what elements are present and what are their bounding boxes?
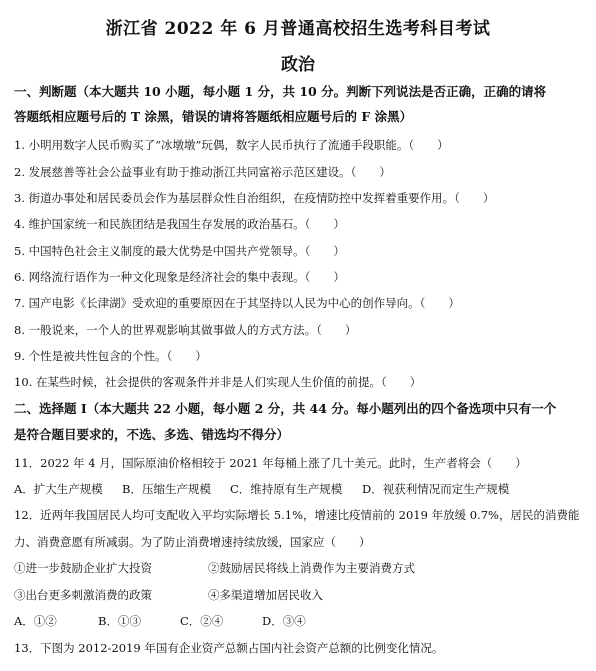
question-12-option-b: B．①③ — [98, 614, 141, 628]
question-11-option-d: D．视获利情况而定生产规模 — [362, 482, 510, 496]
question-12-item-4: ④多渠道增加居民收入 — [208, 588, 323, 602]
question-13-stem: 13．下图为 2012-2019 年国有企业资产总额占国内社会资产总额的比例变化情况。 — [14, 641, 444, 655]
question-1: 1. 小明用数字人民币购买了“冰墩墩”玩偶，数字人民币执行了流通手段职能。（ ） — [14, 138, 449, 152]
question-10: 10. 在某些时候，社会提供的客观条件并非是人们实现人生价值的前提。（ ） — [14, 375, 422, 389]
exam-title: 浙江省 2022 年 6 月普通高校招生选考科目考试 — [105, 19, 491, 39]
question-12-option-c: C．②④ — [180, 614, 224, 628]
question-8: 8. 一般说来，一个人的世界观影响其做事做人的方式方法。（ ） — [14, 323, 357, 337]
question-5: 5. 中国特色社会主义制度的最大优势是中国共产党领导。（ ） — [14, 244, 345, 258]
subject-title: 政治 — [281, 55, 315, 75]
question-11-option-a: A．扩大生产规模 — [14, 482, 103, 496]
question-7: 7. 国产电影《长津湖》受欢迎的重要原因在于其坚持以人民为中心的创作导向。（ ） — [14, 296, 460, 310]
question-12-item-1: ①进一步鼓励企业扩大投资 — [14, 561, 152, 575]
question-11-stem: 11．2022 年 4 月，国际原油价格相较于 2021 年每桶上涨了几十美元。此时，生产者将会（ ） — [14, 456, 527, 470]
question-12-item-3: ③出台更多刺激消费的政策 — [14, 588, 152, 602]
question-11-option-b: B．压缩生产规模 — [122, 482, 211, 496]
section1-heading-line1: 一、判断题（本大题共 10 小题，每小题 1 分，共 10 分。判断下列说法是否正确，正确的请将 — [14, 84, 547, 99]
question-6: 6. 网络流行语作为一种文化现象是经济社会的集中表现。（ ） — [14, 270, 345, 284]
question-11-option-c: C．维持原有生产规模 — [230, 482, 343, 496]
question-9: 9. 个性是被共性包含的个性。（ ） — [14, 349, 207, 363]
question-2: 2. 发展慈善等社会公益事业有助于推动浙江共同富裕示范区建设。（ ） — [14, 165, 391, 179]
section1-heading-line2: 答题纸相应题号后的 T 涂黑，错误的请将答题纸相应题号后的 F 涂黑） — [14, 109, 413, 124]
question-3: 3. 街道办事处和居民委员会作为基层群众性自治组织，在疫情防控中发挥着重要作用。（ ） — [14, 191, 495, 205]
question-12-stem-line1: 12．近两年我国居民人均可支配收入平均实际增长 5.1%，增速比疫情前的 2019 年放缓 0.7%，居民的消费能 — [14, 508, 580, 522]
question-12-option-a: A．①② — [14, 614, 57, 628]
question-12-item-2: ②鼓励居民将线上消费作为主要消费方式 — [208, 561, 415, 575]
section2-heading-line2: 是符合题目要求的，不选、多选、错选均不得分） — [14, 427, 290, 442]
question-12-option-d: D．③④ — [262, 614, 306, 628]
section2-heading-line1: 二、选择题 I（本大题共 22 小题，每小题 2 分，共 44 分。每小题列出的四个备选项中只有一个 — [14, 401, 557, 416]
question-12-stem-line2: 力、消费意愿有所减弱。为了防止消费增速持续放缓，国家应（ ） — [14, 535, 371, 549]
question-4: 4. 维护国家统一和民族团结是我国生存发展的政治基石。（ ） — [14, 217, 345, 231]
